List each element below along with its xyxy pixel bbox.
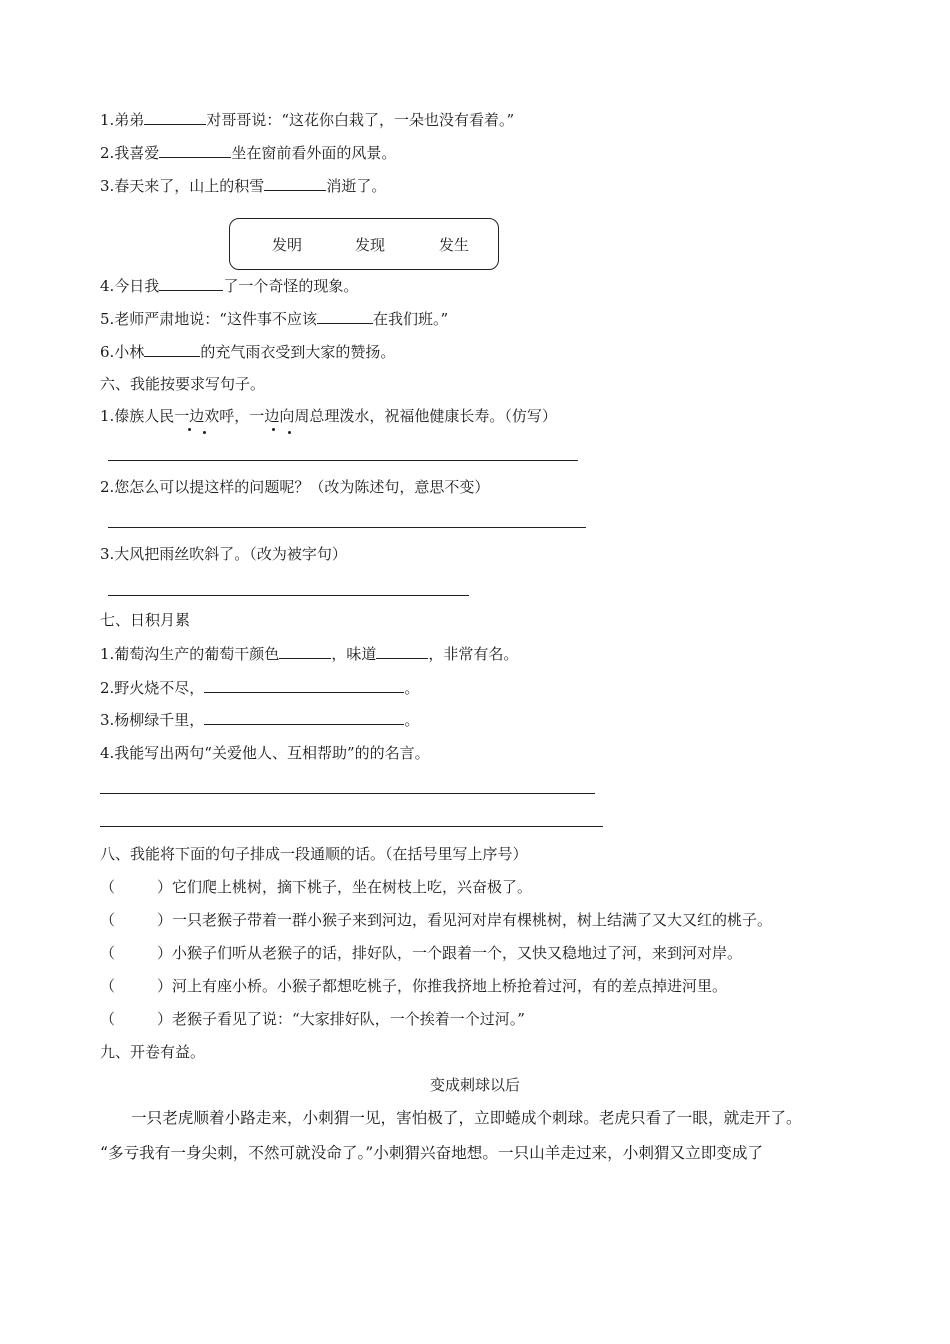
word-choice-box — [229, 218, 499, 270]
question-text: 1.弟弟 — [100, 111, 145, 129]
question-text: 了一个奇怪的现象。 — [223, 277, 359, 295]
question-text: 3.杨柳绿千里， — [100, 711, 205, 729]
paren-open: （ — [100, 977, 116, 995]
memory-question-1 — [100, 643, 518, 663]
fill-blank-4 — [100, 275, 358, 295]
answer-blank[interactable] — [159, 142, 231, 158]
paren-open: （ — [100, 1010, 116, 1028]
answer-blank[interactable] — [204, 709, 404, 725]
question-text: 对哥哥说：“这花你白栽了，一朵也没有看着。” — [206, 111, 515, 129]
emphasis-dot — [288, 431, 291, 434]
answer-blank[interactable] — [317, 308, 373, 324]
fill-blank-1 — [100, 109, 514, 129]
story-paragraph-line: 一只老虎顺着小路走来，小刺猬一见，害怕极了，立即蜷成个刺球。老虎只看了一眼，就走开了。 — [131, 1109, 802, 1127]
memory-question-4: 4.我能写出两句“关爱他人、互相帮助”的的名言。 — [100, 744, 430, 762]
answer-blank[interactable] — [376, 643, 428, 659]
question-text: ，非常有名。 — [428, 645, 519, 663]
question-text: 2.我喜爱 — [100, 144, 160, 162]
paren-open: （ — [100, 911, 116, 929]
sentence-text: 老猴子看见了说：“大家排好队，一个挨着一个过河。” — [172, 1010, 525, 1028]
question-text: 。 — [404, 711, 420, 729]
paren-close: ） — [157, 977, 173, 995]
answer-blank[interactable] — [159, 275, 223, 291]
rewrite-question-3: 3.大风把雨丝吹斜了。（改为被字句） — [100, 545, 347, 563]
order-item — [100, 976, 727, 996]
paren-close: ） — [157, 944, 173, 962]
memory-question-3 — [100, 709, 419, 729]
question-text: 1.葡萄沟生产的葡萄干颜色 — [100, 645, 280, 663]
question-text: 在我们班。” — [372, 310, 449, 328]
emphasis-dot — [272, 428, 275, 431]
fill-blank-5 — [100, 308, 448, 328]
fill-blank-3 — [100, 175, 386, 195]
answer-line[interactable] — [108, 595, 469, 596]
answer-line[interactable] — [100, 793, 595, 794]
question-text: 消逝了。 — [326, 177, 387, 195]
question-text: 5.老师严肃地说：“这件事不应该 — [100, 310, 317, 328]
question-text: 6.小林 — [100, 343, 145, 361]
question-text: 坐在窗前看外面的风景。 — [231, 144, 397, 162]
section-heading: 六、我能按要求写句子。 — [100, 375, 266, 393]
order-item — [100, 1009, 525, 1029]
word-option: 发明 — [272, 236, 303, 254]
sentence-text: 小猴子们听从老猴子的话，排好队，一个跟着一个，又快又稳地过了河，来到河对岸。 — [172, 944, 743, 962]
answer-blank[interactable] — [144, 341, 200, 357]
word-option: 发生 — [439, 236, 470, 254]
question-text: ，味道 — [331, 645, 377, 663]
rewrite-question-2: 2.您怎么可以提这样的问题呢？（改为陈述句，意思不变） — [100, 478, 490, 496]
answer-blank[interactable] — [279, 643, 331, 659]
section-heading: 八、我能将下面的句子排成一段通顺的话。（在括号里写上序号） — [100, 845, 528, 863]
fill-blank-2 — [100, 142, 396, 162]
paren-close: ） — [157, 878, 173, 896]
story-title: 变成刺球以后 — [429, 1076, 520, 1094]
question-text: 3.春天来了，山上的积雪 — [100, 177, 265, 195]
sentence-text: 河上有座小桥。小猴子都想吃桃子，你推我挤地上桥抢着过河，有的差点掉进河里。 — [172, 977, 728, 995]
paren-close: ） — [157, 911, 173, 929]
paren-close: ） — [157, 1010, 173, 1028]
paren-open: （ — [100, 944, 116, 962]
answer-blank[interactable] — [204, 677, 404, 693]
memory-question-2 — [100, 677, 419, 697]
emphasis-dot — [203, 431, 206, 434]
section-heading: 七、日积月累 — [100, 611, 191, 629]
order-item — [100, 943, 742, 963]
question-text: 2.野火烧不尽， — [100, 679, 205, 697]
sentence-text: 一只老猴子带着一群小猴子来到河边，看见河对岸有棵桃树，树上结满了又大又红的桃子。 — [172, 911, 773, 929]
question-text: 4.今日我 — [100, 277, 160, 295]
answer-line[interactable] — [100, 826, 603, 827]
order-item — [100, 877, 532, 897]
story-paragraph-line: “多亏我有一身尖刺，不然可就没命了。”小刺猬兴奋地想。一只山羊走过来，小刺猬又立即变成了 — [100, 1144, 764, 1162]
word-option: 发现 — [355, 236, 386, 254]
paren-open: （ — [100, 878, 116, 896]
order-item — [100, 910, 772, 930]
emphasis-dot — [188, 428, 191, 431]
answer-line[interactable] — [108, 460, 578, 461]
section-heading: 九、开卷有益。 — [100, 1043, 206, 1061]
question-text: 的充气雨衣受到大家的赞扬。 — [200, 343, 396, 361]
rewrite-question-1: 1.傣族人民一边欢呼，一边向周总理泼水，祝福他健康长寿。（仿写） — [100, 407, 557, 425]
answer-line[interactable] — [108, 527, 586, 528]
fill-blank-6 — [100, 341, 395, 361]
question-text: 。 — [404, 679, 420, 697]
answer-blank[interactable] — [264, 175, 326, 191]
sentence-text: 它们爬上桃树，摘下桃子，坐在树枝上吃，兴奋极了。 — [172, 878, 533, 896]
answer-blank[interactable] — [144, 109, 206, 125]
